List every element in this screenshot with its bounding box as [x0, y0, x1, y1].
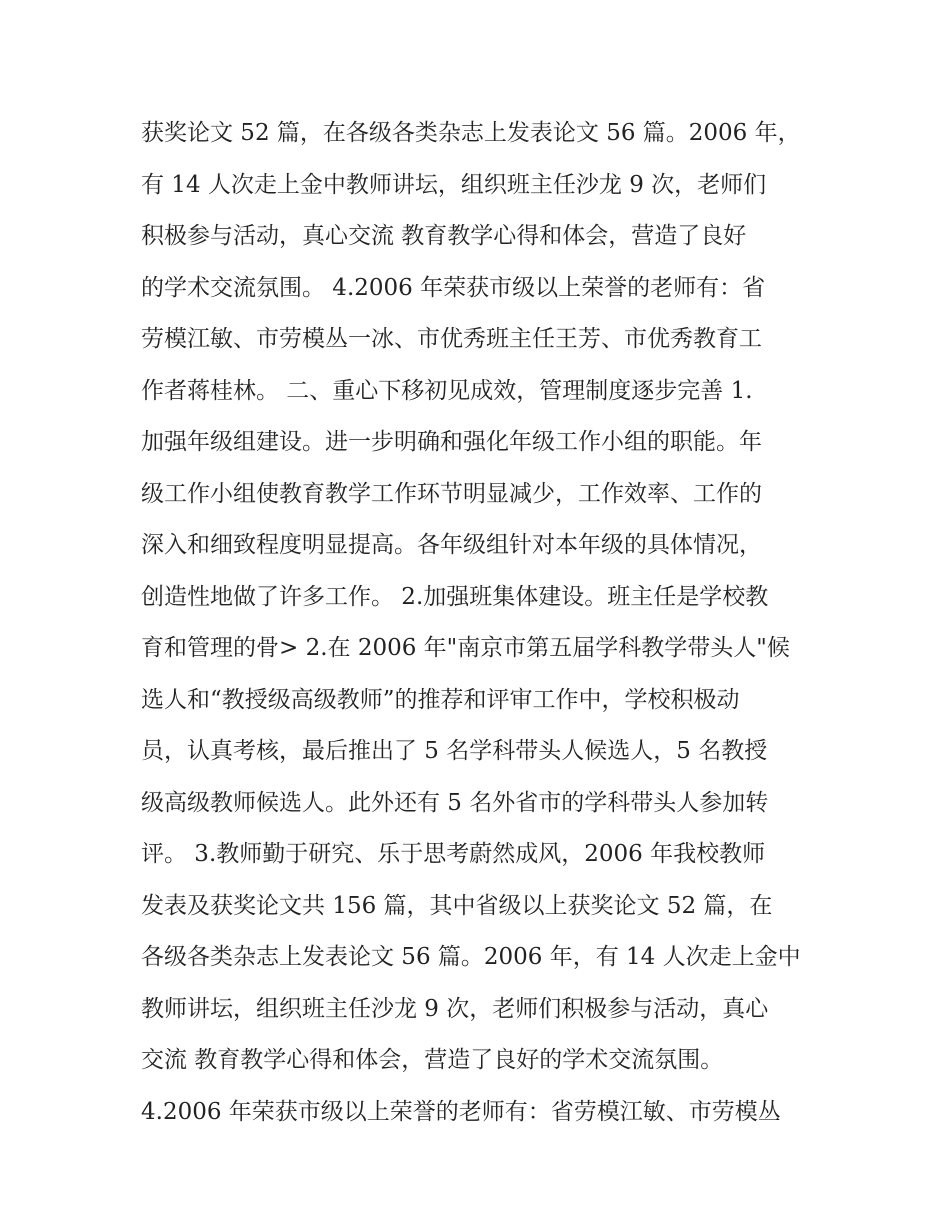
text-line: 创造性地做了许多工作。 2.加强班集体建设。班主任是学校教 [141, 583, 769, 610]
text-line: 积极参与活动，真心交流 教育教学心得和体会，营造了良好 [141, 223, 747, 249]
text-line: 获奖论文 52 篇，在各级各类杂志上发表论文 56 篇。2006 年， [141, 120, 801, 146]
text-line: 员，认真考核，最后推出了 5 名学科带头人候选人，5 名教授 [141, 738, 768, 764]
text-line: 劳模江敏、市劳模丛一冰、市优秀班主任王芳、市优秀教育工 [141, 326, 762, 352]
text-line: 选人和“教授级高级教师”的推荐和评审工作中，学校积极动 [141, 686, 740, 713]
text-line: 交流 教育教学心得和体会，营造了良好的学术交流氛围。 [141, 1047, 724, 1073]
text-line: 深入和细致程度明显提高。各年级组针对本年级的具体情况， [141, 532, 762, 558]
text-line: 的学术交流氛围。 4.2006 年荣获市级以上荣誉的老师有：省 [141, 274, 766, 301]
text-line: 有 14 人次走上金中教师讲坛，组织班主任沙龙 9 次，老师们 [141, 171, 767, 198]
text-line: 各级各类杂志上发表论文 56 篇。2006 年，有 14 人次走上金中 [141, 944, 801, 970]
body-text [141, 108, 821, 1138]
text-line: 加强年级组建设。进一步明确和强化年级工作小组的职能。年 [141, 429, 762, 455]
text-line: 级工作小组使教育教学工作环节明显减少，工作效率、工作的 [141, 480, 762, 507]
text-line: 级高级教师候选人。此外还有 5 名外省市的学科带头人参加转 [141, 789, 769, 816]
text-line: 育和管理的骨> 2.在 2006 年"南京市第五届学科教学带头人"候 [141, 635, 790, 661]
text-line: 作者蒋桂林。 二、重心下移初见成效，管理制度逐步完善 1. [141, 377, 753, 404]
text-line: 评。 3.教师勤于研究、乐于思考蔚然成风，2006 年我校教师 [141, 841, 766, 867]
text-line: 4.2006 年荣获市级以上荣誉的老师有：省劳模江敏、市劳模丛 [141, 1098, 781, 1125]
text-line: 发表及获奖论文共 156 篇，其中省级以上获奖论文 52 篇，在 [141, 892, 773, 919]
text-line: 教师讲坛，组织班主任沙龙 9 次，老师们积极参与活动，真心 [141, 995, 769, 1022]
